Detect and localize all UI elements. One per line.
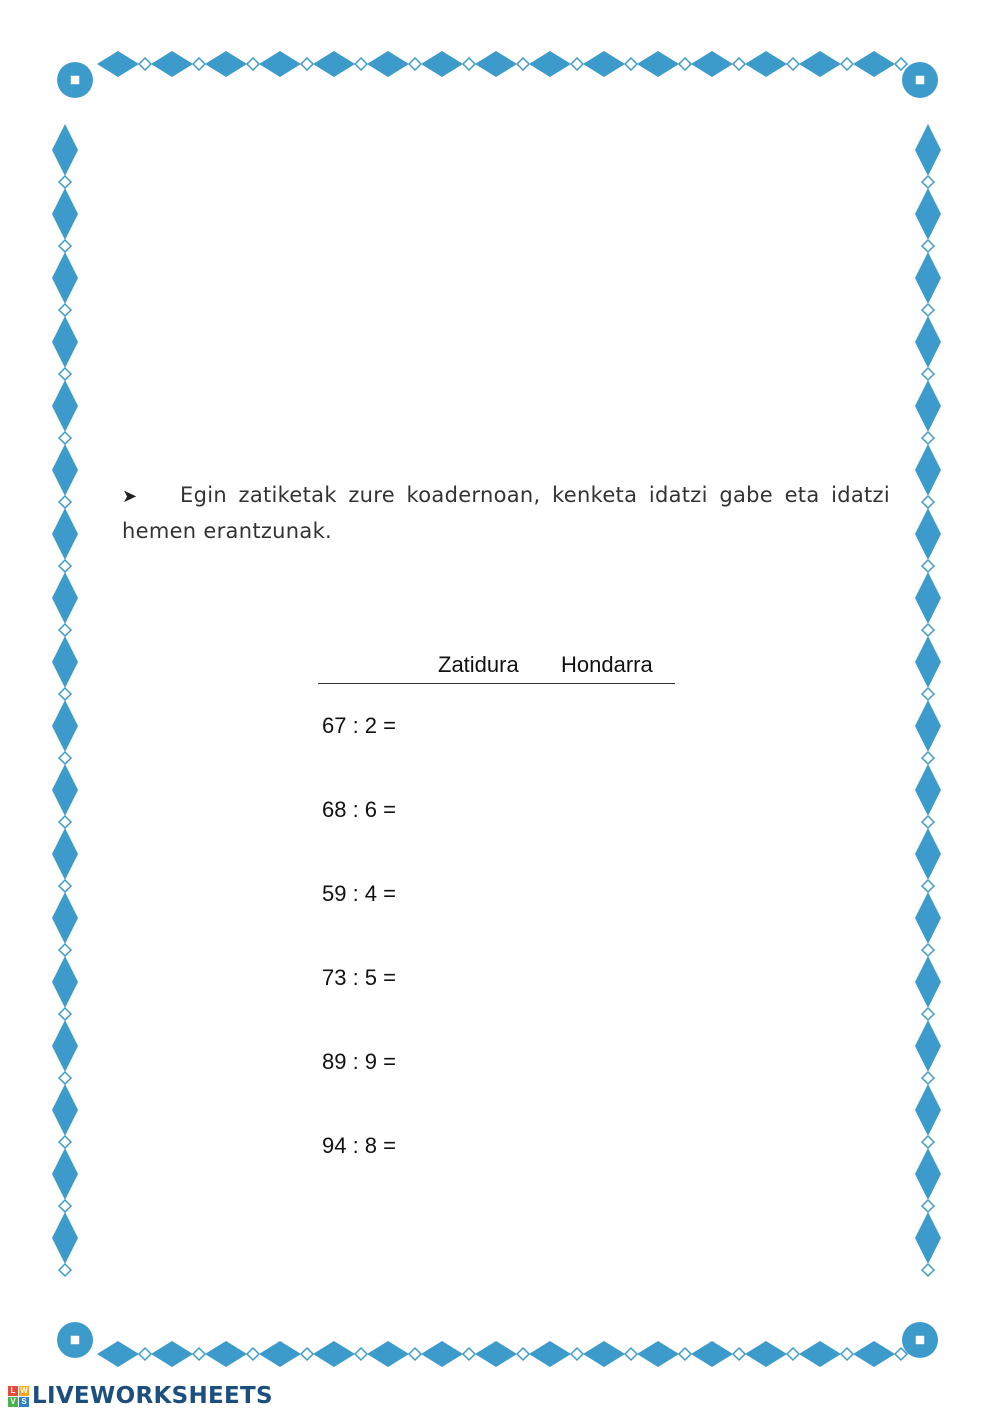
border-small-diamond bbox=[571, 1348, 583, 1360]
border-small-diamond bbox=[787, 58, 799, 70]
division-row-2: 68 : 6 = bbox=[322, 797, 397, 822]
border-small-diamond bbox=[841, 58, 853, 70]
border-small-diamond bbox=[301, 1348, 313, 1360]
border-diamond bbox=[799, 51, 841, 77]
border-small-diamond bbox=[59, 1136, 71, 1148]
border-small-diamond bbox=[841, 1348, 853, 1360]
border-small-diamond bbox=[59, 176, 71, 188]
border-diamond bbox=[637, 1341, 679, 1367]
border-diamond bbox=[52, 124, 78, 176]
border-diamond bbox=[367, 1341, 409, 1367]
border-diamond bbox=[52, 764, 78, 816]
border-diamond bbox=[745, 1341, 787, 1367]
border-diamond bbox=[915, 252, 941, 304]
border-diamond bbox=[915, 508, 941, 560]
border-diamond bbox=[52, 252, 78, 304]
border-small-diamond bbox=[59, 816, 71, 828]
border-diamond bbox=[915, 1020, 941, 1072]
border-small-diamond bbox=[571, 58, 583, 70]
answer-slot-6[interactable] bbox=[440, 1126, 670, 1166]
liveworksheets-brand[interactable] bbox=[8, 1381, 273, 1411]
border-small-diamond bbox=[59, 1264, 71, 1276]
border-diamond bbox=[915, 444, 941, 496]
border-small-diamond bbox=[922, 368, 934, 380]
border-diamond bbox=[915, 316, 941, 368]
border-small-diamond bbox=[787, 1348, 799, 1360]
border-corner-square bbox=[70, 75, 80, 85]
border-small-diamond bbox=[922, 1264, 934, 1276]
border-small-diamond bbox=[922, 304, 934, 316]
border-diamond bbox=[799, 1341, 841, 1367]
border-diamond bbox=[691, 51, 733, 77]
border-small-diamond bbox=[922, 880, 934, 892]
border-diamond bbox=[52, 444, 78, 496]
border-small-diamond bbox=[409, 58, 421, 70]
border-corner-square bbox=[70, 1335, 80, 1345]
border-small-diamond bbox=[922, 1136, 934, 1148]
border-small-diamond bbox=[247, 58, 259, 70]
border-diamond bbox=[915, 188, 941, 240]
answer-slot-2[interactable] bbox=[440, 790, 670, 830]
border-small-diamond bbox=[922, 624, 934, 636]
border-small-diamond bbox=[355, 58, 367, 70]
border-diamond bbox=[52, 1148, 78, 1200]
border-diamond bbox=[475, 1341, 517, 1367]
border-small-diamond bbox=[733, 58, 745, 70]
border-small-diamond bbox=[922, 752, 934, 764]
border-small-diamond bbox=[139, 1348, 151, 1360]
instruction-text: Egin zatiketak zure koadernoan, kenketa idatzi gabe eta idatzi hemen erantzunak. bbox=[122, 483, 890, 543]
division-row-1: 67 : 2 = bbox=[322, 713, 397, 738]
border-small-diamond bbox=[59, 1200, 71, 1212]
border-diamond bbox=[915, 1212, 941, 1264]
border-diamond bbox=[313, 1341, 355, 1367]
border-diamond bbox=[52, 1084, 78, 1136]
border-diamond bbox=[367, 51, 409, 77]
border-diamond bbox=[745, 51, 787, 77]
border-diamond bbox=[52, 1212, 78, 1264]
border-diamond bbox=[853, 51, 895, 77]
border-small-diamond bbox=[59, 240, 71, 252]
border-diamond bbox=[915, 636, 941, 688]
border-small-diamond bbox=[625, 58, 637, 70]
border-small-diamond bbox=[59, 560, 71, 572]
border-diamond bbox=[421, 1341, 463, 1367]
border-small-diamond bbox=[463, 58, 475, 70]
border-diamond bbox=[52, 572, 78, 624]
border-small-diamond bbox=[193, 1348, 205, 1360]
liveworksheets-logo-icon: L W V S bbox=[8, 1386, 29, 1407]
border-small-diamond bbox=[922, 560, 934, 572]
border-small-diamond bbox=[301, 58, 313, 70]
border-small-diamond bbox=[59, 752, 71, 764]
border-diamond bbox=[52, 892, 78, 944]
border-diamond bbox=[97, 1341, 139, 1367]
border-small-diamond bbox=[922, 816, 934, 828]
header-divider bbox=[318, 683, 675, 684]
border-small-diamond bbox=[355, 1348, 367, 1360]
border-small-diamond bbox=[59, 880, 71, 892]
border-diamond bbox=[915, 1148, 941, 1200]
border-diamond bbox=[205, 51, 247, 77]
border-diamond bbox=[52, 380, 78, 432]
border-diamond bbox=[915, 764, 941, 816]
border-small-diamond bbox=[922, 432, 934, 444]
border-diamond bbox=[853, 1341, 895, 1367]
border-diamond bbox=[583, 51, 625, 77]
division-row-6: 94 : 8 = bbox=[322, 1133, 397, 1158]
border-diamond bbox=[52, 828, 78, 880]
division-row-4: 73 : 5 = bbox=[322, 965, 397, 990]
border-small-diamond bbox=[139, 58, 151, 70]
border-diamond bbox=[475, 51, 517, 77]
header-zatidura: Zatidura bbox=[438, 652, 519, 677]
border-diamond bbox=[259, 51, 301, 77]
answer-slot-1[interactable] bbox=[440, 706, 670, 746]
border-diamond bbox=[915, 380, 941, 432]
border-small-diamond bbox=[517, 58, 529, 70]
border-diamond bbox=[637, 51, 679, 77]
border-small-diamond bbox=[59, 624, 71, 636]
border-small-diamond bbox=[59, 432, 71, 444]
header-hondarra: Hondarra bbox=[561, 652, 653, 677]
border-diamond bbox=[915, 572, 941, 624]
border-small-diamond bbox=[733, 1348, 745, 1360]
border-small-diamond bbox=[59, 944, 71, 956]
border-diamond bbox=[313, 51, 355, 77]
border-diamond bbox=[915, 124, 941, 176]
border-diamond bbox=[205, 1341, 247, 1367]
border-small-diamond bbox=[679, 1348, 691, 1360]
border-diamond bbox=[421, 51, 463, 77]
border-small-diamond bbox=[895, 58, 907, 70]
border-small-diamond bbox=[922, 240, 934, 252]
border-diamond bbox=[52, 188, 78, 240]
border-diamond bbox=[52, 316, 78, 368]
division-row-5: 89 : 9 = bbox=[322, 1049, 397, 1074]
border-small-diamond bbox=[922, 688, 934, 700]
border-diamond bbox=[259, 1341, 301, 1367]
border-small-diamond bbox=[59, 496, 71, 508]
border-diamond bbox=[915, 892, 941, 944]
border-small-diamond bbox=[922, 176, 934, 188]
answer-slot-4[interactable] bbox=[440, 958, 670, 998]
border-small-diamond bbox=[247, 1348, 259, 1360]
border-small-diamond bbox=[59, 1072, 71, 1084]
border-corner-square bbox=[915, 1335, 925, 1345]
border-diamond bbox=[915, 828, 941, 880]
border-diamond bbox=[97, 51, 139, 77]
arrowhead-bullet-icon: ➤ bbox=[122, 486, 138, 507]
border-diamond bbox=[52, 636, 78, 688]
border-small-diamond bbox=[922, 1200, 934, 1212]
border-small-diamond bbox=[193, 58, 205, 70]
border-small-diamond bbox=[59, 304, 71, 316]
border-small-diamond bbox=[922, 1008, 934, 1020]
border-diamond bbox=[583, 1341, 625, 1367]
border-small-diamond bbox=[59, 688, 71, 700]
division-row-3: 59 : 4 = bbox=[322, 881, 397, 906]
instruction-paragraph bbox=[122, 478, 890, 548]
border-diamond bbox=[151, 51, 193, 77]
border-small-diamond bbox=[922, 944, 934, 956]
border-small-diamond bbox=[922, 496, 934, 508]
border-diamond bbox=[52, 1020, 78, 1072]
border-diamond bbox=[529, 51, 571, 77]
border-diamond bbox=[915, 956, 941, 1008]
border-small-diamond bbox=[409, 1348, 421, 1360]
border-small-diamond bbox=[59, 1008, 71, 1020]
border-small-diamond bbox=[679, 58, 691, 70]
border-diamond bbox=[52, 956, 78, 1008]
answer-slot-5[interactable] bbox=[440, 1042, 670, 1082]
border-diamond bbox=[915, 700, 941, 752]
border-diamond bbox=[529, 1341, 571, 1367]
border-small-diamond bbox=[625, 1348, 637, 1360]
answer-slot-3[interactable] bbox=[440, 874, 670, 914]
border-small-diamond bbox=[463, 1348, 475, 1360]
border-small-diamond bbox=[517, 1348, 529, 1360]
border-diamond bbox=[915, 1084, 941, 1136]
border-small-diamond bbox=[59, 368, 71, 380]
brand-name: LIVEWORKSHEETS bbox=[32, 1383, 273, 1409]
border-small-diamond bbox=[922, 1072, 934, 1084]
border-diamond bbox=[151, 1341, 193, 1367]
border-diamond bbox=[52, 508, 78, 560]
border-diamond bbox=[691, 1341, 733, 1367]
border-diamond bbox=[52, 700, 78, 752]
border-corner-square bbox=[915, 75, 925, 85]
